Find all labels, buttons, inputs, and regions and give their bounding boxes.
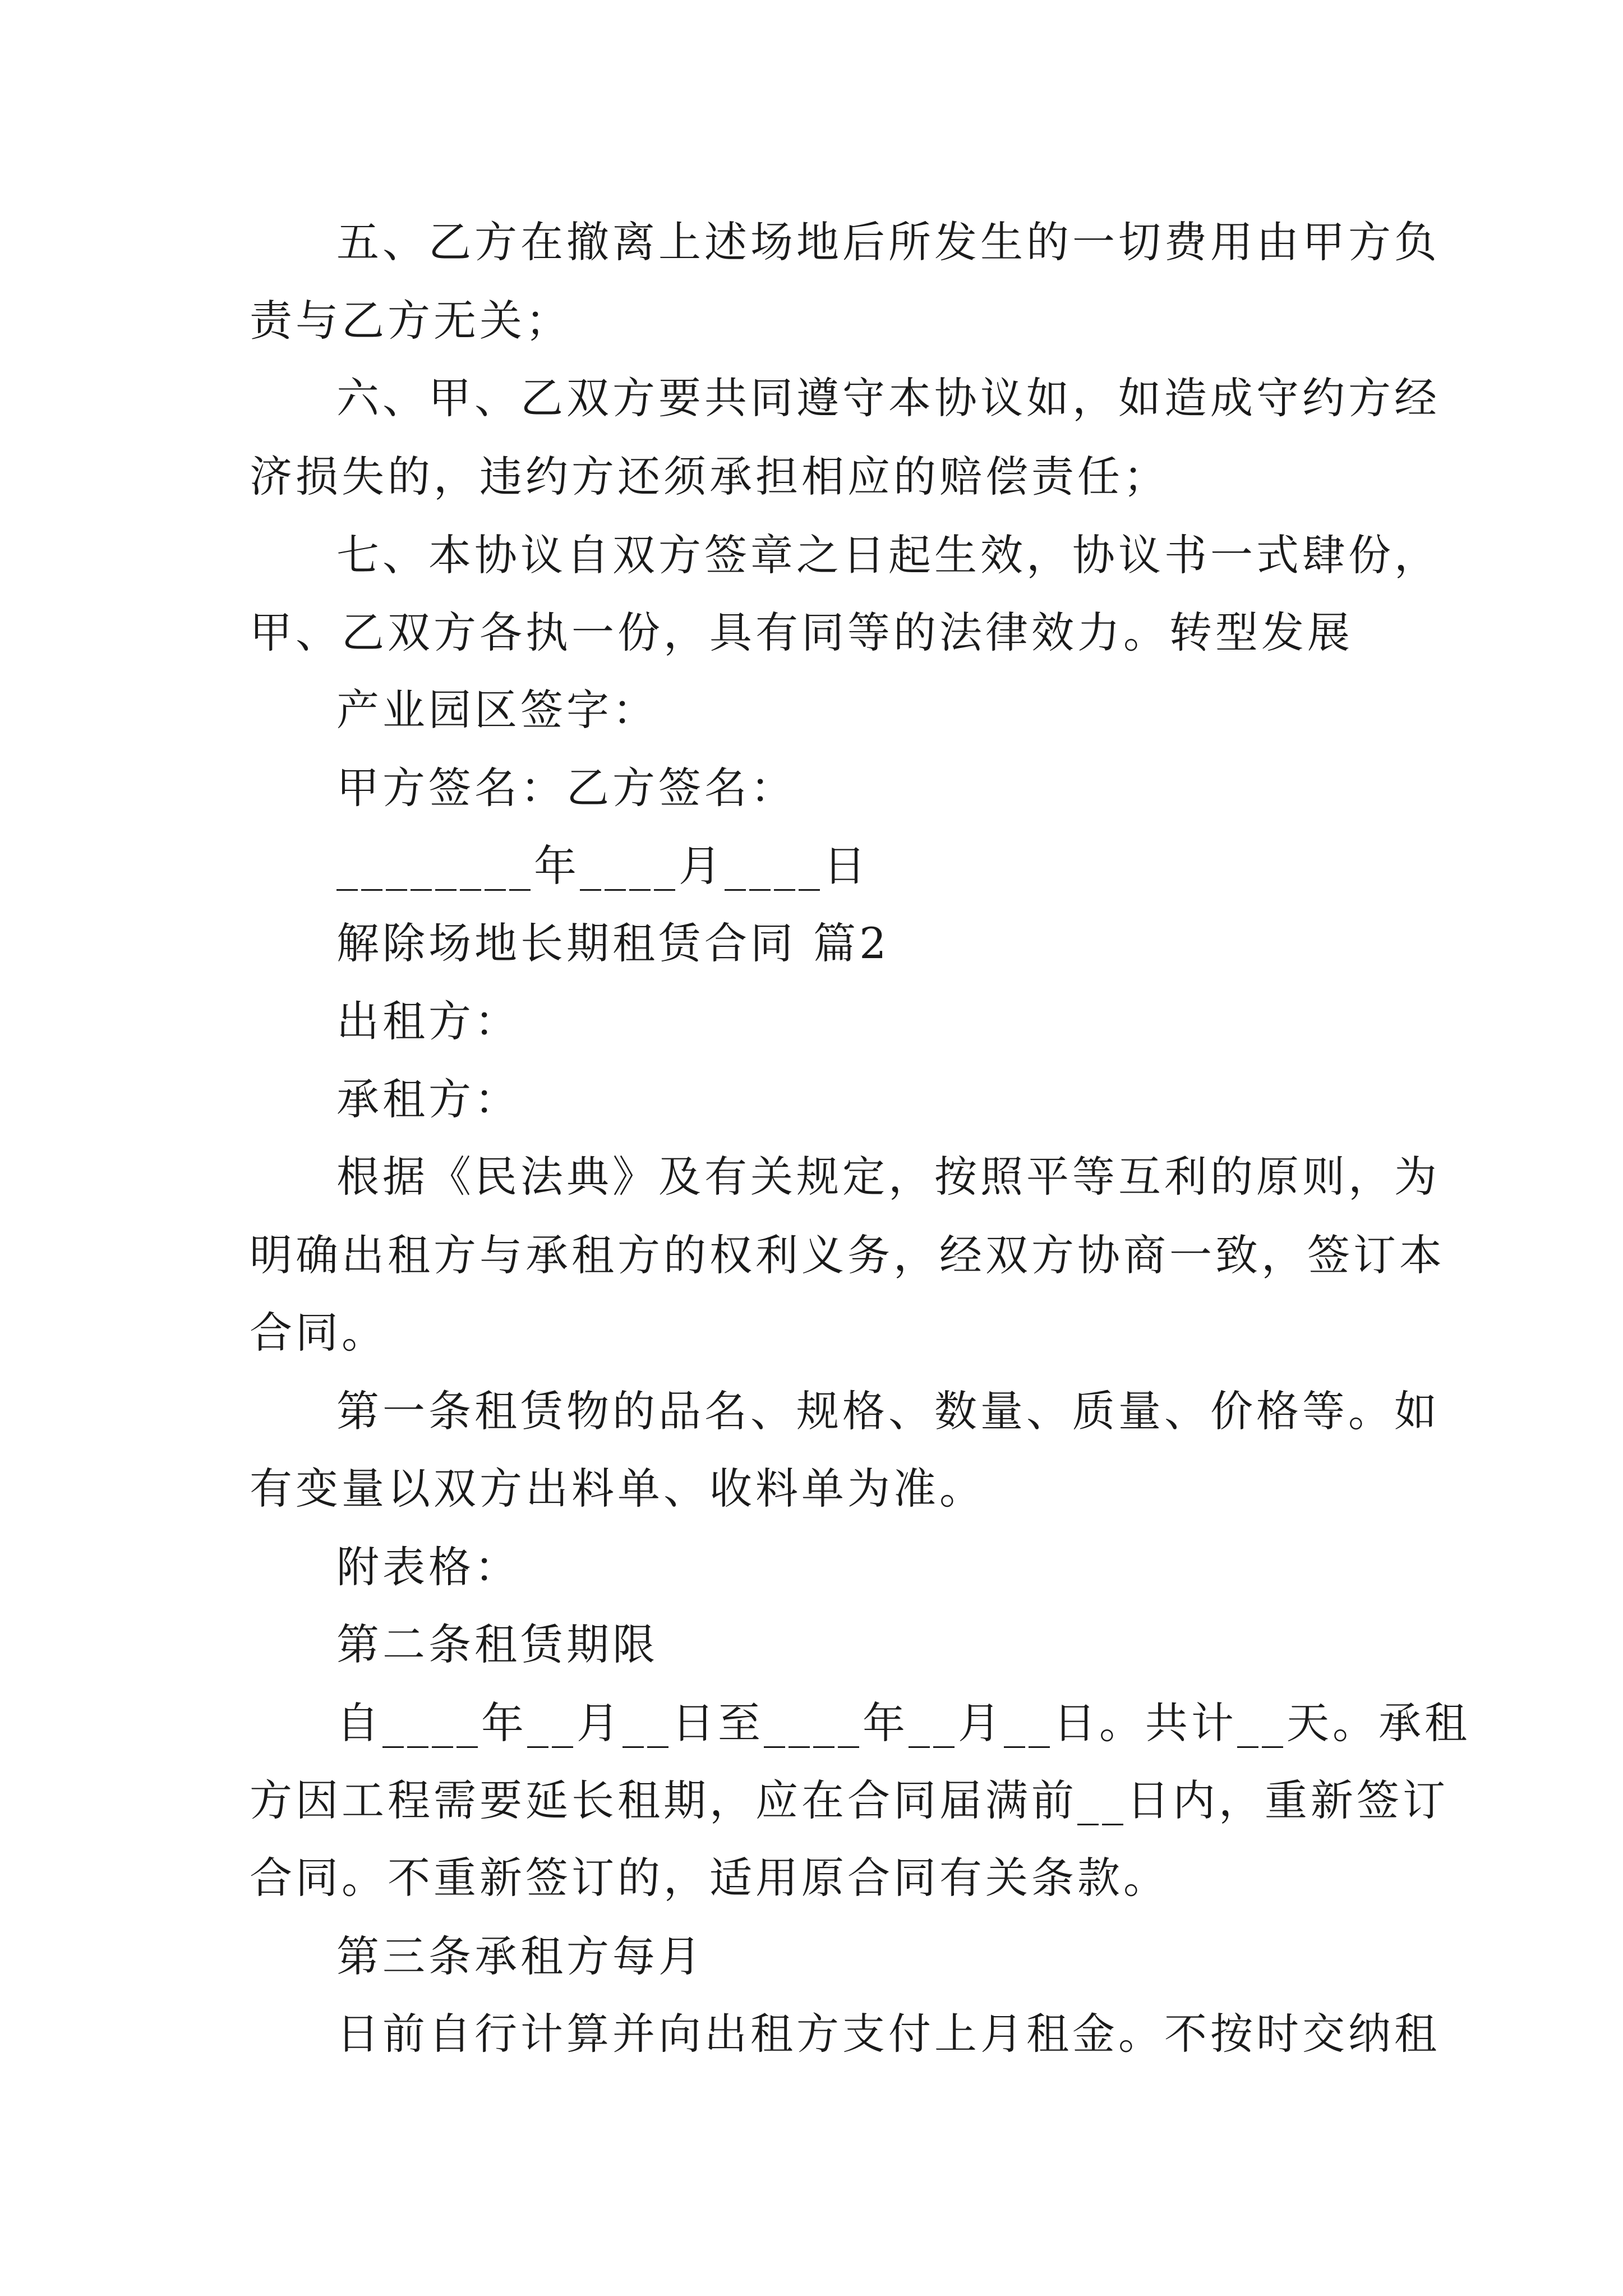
paragraph-line: 合同。 bbox=[250, 1308, 388, 1358]
paragraph-line: 六、甲、乙双方要共同遵守本协议如，如造成守约方经 bbox=[336, 373, 1440, 423]
lessor-label: 出租方： bbox=[336, 996, 520, 1046]
paragraph-line: 有变量以双方出料单、收料单为准。 bbox=[250, 1464, 985, 1513]
paragraph-line: 附表格： bbox=[336, 1542, 520, 1592]
paragraph-line: 方因工程需要延长租期，应在合同届满前__日内，重新签订 bbox=[250, 1775, 1449, 1825]
paragraph-line: 合同。不重新签订的，适用原合同有关条款。 bbox=[250, 1853, 1169, 1903]
signature-label-parties: 甲方签名：乙方签名： bbox=[336, 763, 796, 813]
section-title: 解除场地长期租赁合同 篇2 bbox=[336, 918, 890, 968]
date-line: ________年____月____日 bbox=[336, 841, 869, 891]
paragraph-line: 根据《民法典》及有关规定，按照平等互利的原则，为 bbox=[336, 1152, 1440, 1202]
paragraph-line: 责与乙方无关； bbox=[250, 296, 571, 346]
clause-heading: 第三条承租方每月 bbox=[336, 1931, 704, 1981]
paragraph-line: 济损失的，违约方还须承担相应的赔偿责任； bbox=[250, 452, 1169, 501]
paragraph-line: 第一条租赁物的品名、规格、数量、质量、价格等。如 bbox=[336, 1386, 1440, 1436]
paragraph-line: 明确出租方与承租方的权利义务，经双方协商一致，签订本 bbox=[250, 1230, 1445, 1280]
clause-heading: 第二条租赁期限 bbox=[336, 1619, 658, 1669]
signature-label-park: 产业园区签字： bbox=[336, 685, 658, 735]
paragraph-line: 日前自行计算并向出租方支付上月租金。不按时交纳租 bbox=[336, 2009, 1440, 2059]
paragraph-line: 七、本协议自双方签章之日起生效，协议书一式肆份， bbox=[336, 530, 1440, 580]
paragraph-line: 甲、乙双方各执一份，具有同等的法律效力。转型发展 bbox=[250, 608, 1353, 657]
paragraph-line: 自____年__月__日至____年__月__日。共计__天。承租 bbox=[336, 1698, 1470, 1748]
lessee-label: 承租方： bbox=[336, 1074, 520, 1124]
paragraph-line: 五、乙方在撤离上述场地后所发生的一切费用由甲方负 bbox=[336, 217, 1440, 267]
